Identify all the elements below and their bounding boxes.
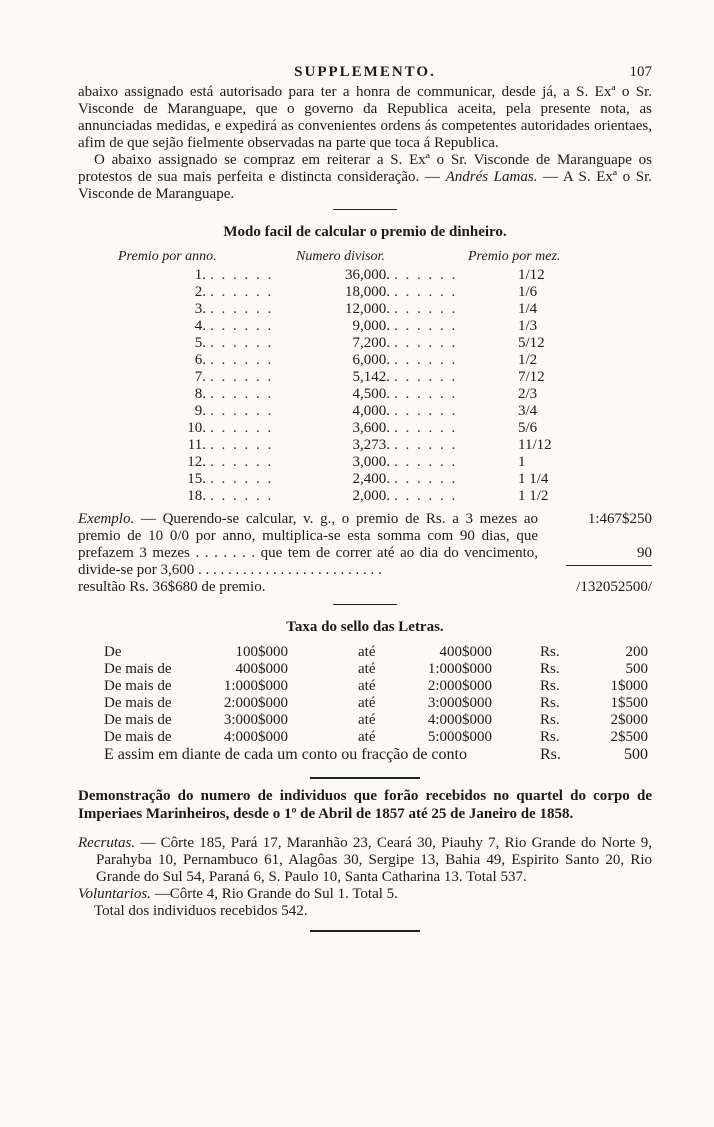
premio-anno: 1. [194,267,206,283]
premio-mez: 1/6 [518,284,538,300]
leader-dots: . . . . . . [210,488,274,504]
sello-tax: 500 [625,661,648,677]
leader-dots: . . . . . . [210,267,274,283]
demo-voluntarios [78,886,652,903]
sello-table-row [78,695,652,712]
premio-anno: 7. [194,369,206,385]
sello-ate: até [358,729,376,745]
premio-mez: 1 [518,454,526,470]
sello-from: 3:000$000 [223,712,288,728]
premio-header-divisor: Numero divisor. [296,249,385,264]
leader-dots: . . . . . . [394,437,458,453]
premio-mez: 1/2 [518,352,538,368]
example-label: Exemplo. [78,511,135,527]
premio-table-row [78,454,652,471]
premio-anno: 4. [194,318,206,334]
premio-anno: 15. [187,471,206,487]
leader-dots: . . . . . . [210,318,274,334]
premio-mez: 1/4 [518,301,538,317]
sello-rs: Rs. [540,712,560,728]
sello-ate: até [358,695,376,711]
premio-example [78,511,652,596]
leader-dots: . . . . . . [394,335,458,351]
example-multiplier: 90 [637,545,652,561]
leader-dots: . . . . . . [394,267,458,283]
premio-divisor: 9,000. [352,318,390,334]
sello-from: 1:000$000 [223,678,288,694]
premio-table-row [78,386,652,403]
document-page [78,60,652,938]
premio-column-headers [78,249,652,267]
leader-dots: . . . . . . [210,454,274,470]
premio-table-row [78,403,652,420]
leader-dots: . . . . . . [394,403,458,419]
sello-prefix: De mais de [104,712,172,728]
premio-anno: 2. [194,284,206,300]
premio-divisor: 3,600. [352,420,390,436]
leader-dots: . . . . . . [394,284,458,300]
premio-table-row [78,488,652,505]
premio-header-anno: Premio por anno. [118,249,217,264]
voluntarios-label: Voluntarios. [78,886,151,902]
sello-to: 5:000$000 [427,729,492,745]
demo-recrutas [78,835,652,886]
premio-mez: 5/6 [518,420,538,436]
premio-divisor: 3,000. [352,454,390,470]
leader-dots: . . . . . . [210,437,274,453]
premio-mez: 1/12 [518,267,545,283]
letter-paragraph-1: abaixo assignado está autorisado para ter a honra de communicar, desde já, a S. Exª o Sr. Visconde de Maranguape, que o governo da Republica aceita, pela presente nota, as annunciadas medidas, e expedirá as convenientes ordens ás competentes autoridades orientaes, afim de que sejão fielmente observadas na parte que toca á Republica. [78,84,652,151]
premio-divisor: 4,000. [352,403,390,419]
sello-from: 2:000$000 [223,695,288,711]
premio-divisor: 4,500. [352,386,390,402]
voluntarios-text: —Côrte 4, Rio Grande do Sul 1. Total 5. [154,886,398,902]
premio-anno: 11. [187,437,206,453]
leader-dots: . . . . . . [394,318,458,334]
section-divider [333,209,397,210]
sello-from: 100$000 [235,644,288,660]
sello-ate: até [358,644,376,660]
leader-dots: . . . . . . [394,454,458,470]
sello-to: 4:000$000 [427,712,492,728]
premio-divisor: 2,400. [352,471,390,487]
sello-rs: Rs. [540,678,560,694]
sello-from: 4:000$000 [223,729,288,745]
premio-mez: 1 1/2 [518,488,549,504]
example-rule [566,565,652,566]
premio-divisor: 18,000. [345,284,390,300]
leader-dots: . . . . . . [394,301,458,317]
premio-divisor: 5,142. [352,369,390,385]
example-text [78,511,538,579]
section-divider [333,604,397,605]
example-result: resultão Rs. 36$680 de premio. [78,579,266,595]
running-title: SUPPLEMENTO. [294,64,436,80]
sello-footer-text: E assim em diante de cada um conto ou fracção de conto [104,746,467,763]
sello-ate: até [358,661,376,677]
premio-divisor: 12,000. [345,301,390,317]
recrutas-label: Recrutas. [78,835,136,851]
sello-rs: Rs. [540,695,560,711]
sello-table-row [78,661,652,678]
sello-to: 1:000$000 [427,661,492,677]
sello-prefix: De [104,644,122,660]
sello-table-row [78,712,652,729]
sello-table-row [78,729,652,746]
sello-ate: até [358,678,376,694]
sello-prefix: De mais de [104,661,172,677]
premio-table-row [78,352,652,369]
premio-mez: 11/12 [518,437,552,453]
premio-table-row [78,267,652,284]
letter-paragraph-2 [78,152,652,203]
leader-dots: . . . . . . [394,386,458,402]
premio-table-row [78,318,652,335]
premio-anno: 8. [194,386,206,402]
sello-to: 3:000$000 [427,695,492,711]
premio-table-body [78,267,652,505]
sello-tax: 2$500 [610,729,648,745]
premio-divisor: 7,200. [352,335,390,351]
premio-table-row [78,437,652,454]
leader-dots: . . . . . . [394,488,458,504]
sello-footer-row [78,746,652,763]
premio-anno: 12. [187,454,206,470]
letter-paragraph-2-text: O abaixo assignado se compraz em reiterar a S. Exª o Sr. Visconde de Maranguape os protestos de sua mais perfeita e distincta consideração. — [78,152,652,185]
sello-from: 400$000 [235,661,288,677]
leader-dots: . . . . . . [210,403,274,419]
sello-tax: 200 [625,644,648,660]
premio-mez: 1/3 [518,318,538,334]
recrutas-text: — Côrte 185, Pará 17, Maranhão 23, Ceará 30, Piauhy 7, Rio Grande do Norte 9, Parahyba 10, Pernambuco 61, Alagôas 30, Sergipe 13, Bahia 49, Espirito Santo 20, Rio Grande do Sul 54, Paraná 6, S. Paulo 10, Santa Catharina 13. Total 537. [96,835,653,885]
premio-divisor: 6,000. [352,352,390,368]
premio-mez: 2/3 [518,386,538,402]
leader-dots: . . . . . . [394,369,458,385]
sello-to: 400$000 [439,644,492,660]
sello-tax: 2$000 [610,712,648,728]
leader-dots: . . . . . . [394,471,458,487]
premio-divisor: 2,000. [352,488,390,504]
premio-table-row [78,420,652,437]
premio-anno: 9. [194,403,206,419]
letter-closing: — A S. Exª o Sr. Visconde de Maranguape. [78,169,653,202]
premio-mez: 3/4 [518,403,538,419]
sello-tax: 1$500 [610,695,648,711]
premio-mez: 1 1/4 [518,471,549,487]
section-divider [310,930,420,932]
premio-table-row [78,335,652,352]
sello-table-title: Taxa do sello das Letras. [286,619,444,635]
sello-footer-value: 500 [624,746,648,763]
example-product: /132052500/ [576,579,652,595]
sello-footer-rs: Rs. [540,746,561,763]
premio-table-row [78,284,652,301]
leader-dots: . . . . . . [210,369,274,385]
sello-prefix: De mais de [104,729,172,745]
demo-title: Demonstração do numero de individuos que forão recebidos no quartel do corpo de Imperiaes Marinheiros, desde o 1º de Abril de 1857 até 25 de Janeiro de 1858. [78,788,652,822]
premio-divisor: 36,000. [345,267,390,283]
sello-table-row [78,678,652,695]
leader-dots: . . . . . . [210,335,274,351]
sello-table-body [78,644,652,746]
leader-dots: . . . . . . [394,420,458,436]
leader-dots: . . . . . . [210,352,274,368]
leader-dots: . . . . . . [210,420,274,436]
page-number: 107 [629,64,652,80]
premio-anno: 3. [194,301,206,317]
leader-dots: . . . . . . [210,471,274,487]
premio-table-row [78,369,652,386]
sello-ate: até [358,712,376,728]
sello-tax: 1$000 [610,678,648,694]
premio-table-title: Modo facil de calcular o premio de dinheiro. [223,224,507,240]
letter-signature: Andrés Lamas. [445,169,538,185]
sello-prefix: De mais de [104,695,172,711]
example-amount: 1:467$250 [587,511,652,527]
premio-table-row [78,471,652,488]
leader-dots: . . . . . . [210,301,274,317]
premio-mez: 5/12 [518,335,545,351]
premio-header-mez: Premio por mez. [468,249,561,264]
leader-dots: . . . . . . [210,386,274,402]
premio-anno: 18. [187,488,206,504]
premio-anno: 6. [194,352,206,368]
sello-rs: Rs. [540,644,560,660]
premio-table-row [78,301,652,318]
leader-dots: . . . . . . [394,352,458,368]
sello-to: 2:000$000 [427,678,492,694]
premio-anno: 5. [194,335,206,351]
premio-anno: 10. [187,420,206,436]
sello-rs: Rs. [540,661,560,677]
demo-total: Total dos individuos recebidos 542. [94,903,308,919]
sello-rs: Rs. [540,729,560,745]
premio-mez: 7/12 [518,369,545,385]
example-body: — Querendo-se calcular, v. g., o premio de Rs. a 3 mezes ao premio de 10 0/0 por anno, multiplica-se esta somma com 90 dias, que prefazem 3 mezes . . . . . . . que tem de correr até ao dia do vencimento, divide-se por 3,600 . . . . . . . . . . . . . . . . . . . . . . . . . [78,511,538,578]
sello-table-row [78,644,652,661]
premio-divisor: 3,273. [352,437,390,453]
section-divider [310,777,420,779]
page-header [78,60,652,84]
sello-prefix: De mais de [104,678,172,694]
leader-dots: . . . . . . [210,284,274,300]
